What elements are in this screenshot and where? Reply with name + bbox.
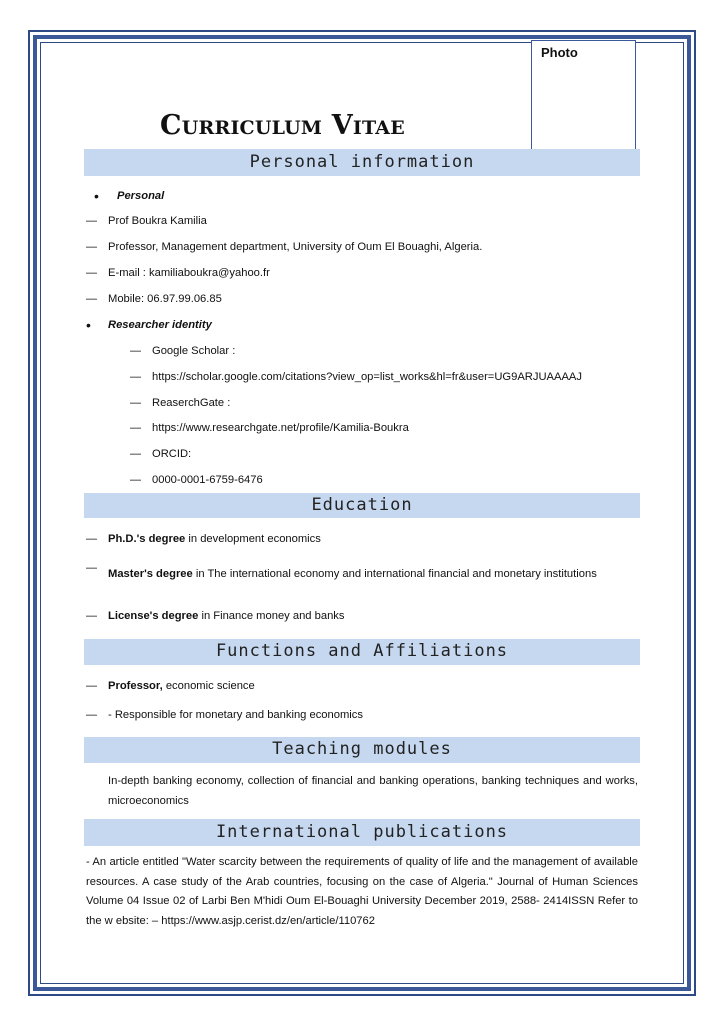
function-responsibility: - Responsible for monetary and banking economics <box>108 709 363 721</box>
dash-icon: — <box>130 448 141 460</box>
dash-icon: — <box>86 293 97 305</box>
researcher-item: ReaserchGate : <box>152 397 231 409</box>
bullet-icon: • <box>94 188 99 204</box>
researcher-item: Google Scholar : <box>152 345 236 357</box>
section-education: Education <box>84 493 640 518</box>
researcher-item-link[interactable]: https://www.researchgate.net/profile/Kamilia-Boukra <box>152 422 409 434</box>
photo-box <box>531 40 636 150</box>
section-functions: Functions and Affiliations <box>84 639 640 665</box>
personal-heading: Personal <box>117 190 165 202</box>
publication-text: - An article entitled "Water scarcity between the requirements of quality of life and the management of available resources. A case study of the Arab countries, focusing on the case of Algeria." Journal of Human Sciences Volume 04 Issue 02 of Larbi Ben M'hidi Oum El-Bouaghi University December 2019, 2588- 2414ISSN Refer to the w ebsite: – https://www.asjp.cerist.dz/en/article/110762 <box>86 856 638 927</box>
dash-icon: — <box>86 533 97 545</box>
function-role: Professor, economic science <box>108 680 255 692</box>
dash-icon: — <box>86 215 97 227</box>
dash-icon: — <box>130 422 141 434</box>
page-title: Curriculum Vitae <box>160 110 405 141</box>
dash-icon: — <box>86 709 97 721</box>
dash-icon: — <box>86 562 97 574</box>
personal-email: E-mail : kamiliaboukra@yahoo.fr <box>108 267 270 279</box>
researcher-item: ORCID: <box>152 448 192 460</box>
dash-icon: — <box>130 371 141 383</box>
researcher-item: 0000-0001-6759-6476 <box>152 474 263 486</box>
dash-icon: — <box>86 610 97 622</box>
personal-name: Prof Boukra Kamilia <box>108 215 207 227</box>
section-teaching: Teaching modules <box>84 737 640 763</box>
dash-icon: — <box>130 397 141 409</box>
bullet-icon: • <box>86 317 91 333</box>
education-item: Master's degree in The international economy and international financial and monetary institutions <box>108 568 597 580</box>
personal-mobile: Mobile: 06.97.99.06.85 <box>108 293 222 305</box>
section-personal-information: Personal information <box>84 149 640 176</box>
dash-icon: — <box>130 474 141 486</box>
personal-position: Professor, Management department, University of Oum El Bouaghi, Algeria. <box>108 241 483 253</box>
education-item: License's degree in Finance money and banks <box>108 610 345 622</box>
teaching-text: In-depth banking economy, collection of financial and banking operations, banking techniques and works, microeconomics <box>108 775 638 807</box>
dash-icon: — <box>86 241 97 253</box>
education-item: Ph.D.'s degree in development economics <box>108 533 321 545</box>
researcher-item-link[interactable]: https://scholar.google.com/citations?view_op=list_works&hl=fr&user=UG9ARJUAAAAJ <box>152 371 582 383</box>
dash-icon: — <box>86 267 97 279</box>
photo-label: Photo <box>541 45 578 60</box>
dash-icon: — <box>130 345 141 357</box>
dash-icon: — <box>86 680 97 692</box>
section-publications: International publications <box>84 819 640 846</box>
researcher-heading: Researcher identity <box>108 319 212 331</box>
